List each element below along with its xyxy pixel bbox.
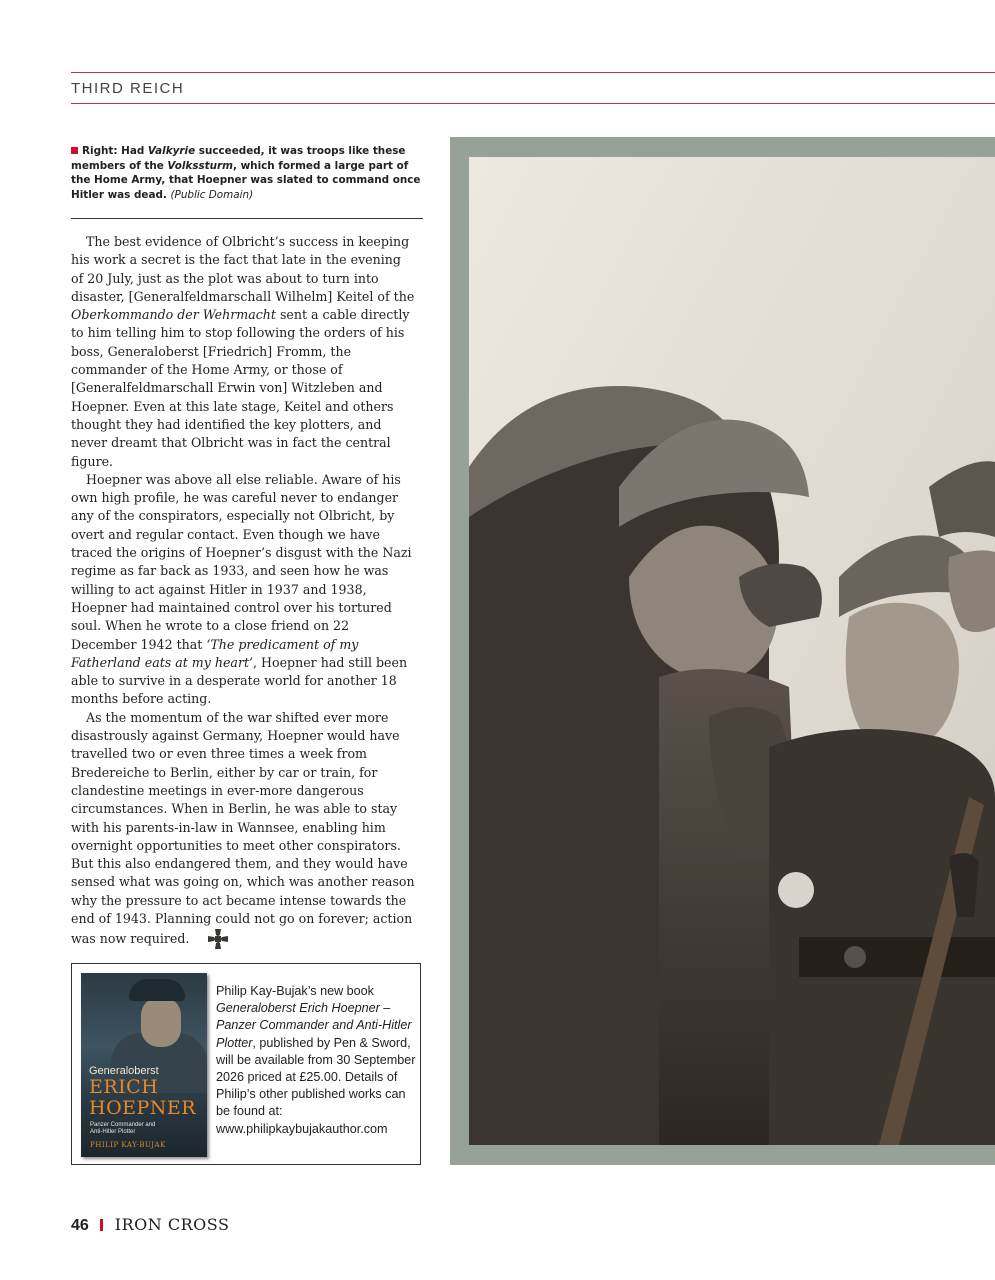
cover-rank: Generaloberst (89, 1065, 159, 1077)
section-title: THIRD REICH (71, 80, 185, 97)
paragraph: The best evidence of Olbricht’s success in keeping his work a secret is the fact that late in the evening of 20 July, just as the plot was about to turn into disaster, [Generalfeldmarschall Wilhelm] Keitel of the Oberkommando der Wehrmacht sent a cable directly to him telling him to stop following the orders of his boss, Generaloberst [Friedrich] Fromm, the commander of the Home Army, or those of [Generalfeldmarschall Erwin von] Witzleben and Hoepner. Even at this late stage, Keitel and others thought they had identified the key plotters, and never dreamt that Olbricht was in fact the central figure. (71, 234, 415, 469)
paragraph: As the momentum of the war shifted ever more disastrously against Germany, Hoepner would have travelled two or even three times a week from Bredereiche to Berlin, either by car or train, for clandestine meetings in ever-more dangerous circumstances. When in Berlin, he was able to stay with his parents-in-law in Wannsee, enabling him overnight opportunities to meet other conspirators. But this also endangered them, and they would have sensed what was going on, which was another reason why the pressure to act became intense towards the end of 1943. Planning could not go on forever; action was now required. (71, 709, 416, 956)
magazine-name: IRON CROSS (114, 1215, 230, 1234)
page-number: 46 (71, 1217, 89, 1234)
cover-first-name: ERICH (89, 1076, 159, 1098)
iron-cross-icon (192, 928, 229, 955)
book-cover-image[interactable] (81, 973, 207, 1157)
paragraph: Hoepner was above all else reliable. Aware of his own high profile, he was careful never to endanger any of the conspirators, especially not Olbricht, by overt and regular contact. Even though we have traced the origins of Hoepner’s disgust with the Nazi regime as far back as 1933, and seen how he was willing to act against Hitler in 1937 and 1938, Hoepner had maintained control over his tortured soul. When he wrote to a close friend on 22 December 1942 that ‘The predicament of my Fatherland eats at my heart’, Hoepner had still been able to survive in a desperate world for another 18 months before acting. (71, 471, 412, 707)
cover-surname: HOEPNER (89, 1097, 197, 1119)
cover-author: PHILIP KAY-BUJAK (90, 1141, 166, 1149)
caption-credit: (Public Domain) (170, 188, 254, 201)
header-rule-top (71, 72, 995, 73)
caption-marker-icon (71, 147, 78, 154)
promo-text: Philip Kay-Bujak’s new book Generaloberst Erich Hoepner – Panzer Commander and Anti-Hitler Plotter, published by Pen & Sword, will be available from 30 September 2026 priced at £25.00. Details of Philip’s other published works can be found at: www.philipkaybujakauthor.com (216, 984, 416, 1136)
article-body (71, 233, 416, 956)
caption-divider (71, 218, 423, 219)
book-promo-box (71, 963, 421, 1165)
volkssturm-photo (469, 157, 995, 1145)
folio-divider (100, 1219, 103, 1231)
header-rule-bottom (71, 103, 995, 104)
cover-subtitle: Panzer Commander and Anti-Hitler Plotter (90, 1122, 156, 1135)
photo-caption: Right: Had Valkyrie succeeded, it was troops like these members of the Volkssturm, which formed a large part of the Home Army, that Hoepner was slated to command once Hitler was dead. (Public Domain) (71, 145, 421, 201)
author-website-link[interactable]: www.philipkaybujakauthor.com (216, 1121, 388, 1136)
book-title: Generaloberst Erich Hoepner – Panzer Commander and Anti-Hitler Plotter (216, 1001, 412, 1050)
page-folio (71, 1215, 229, 1235)
